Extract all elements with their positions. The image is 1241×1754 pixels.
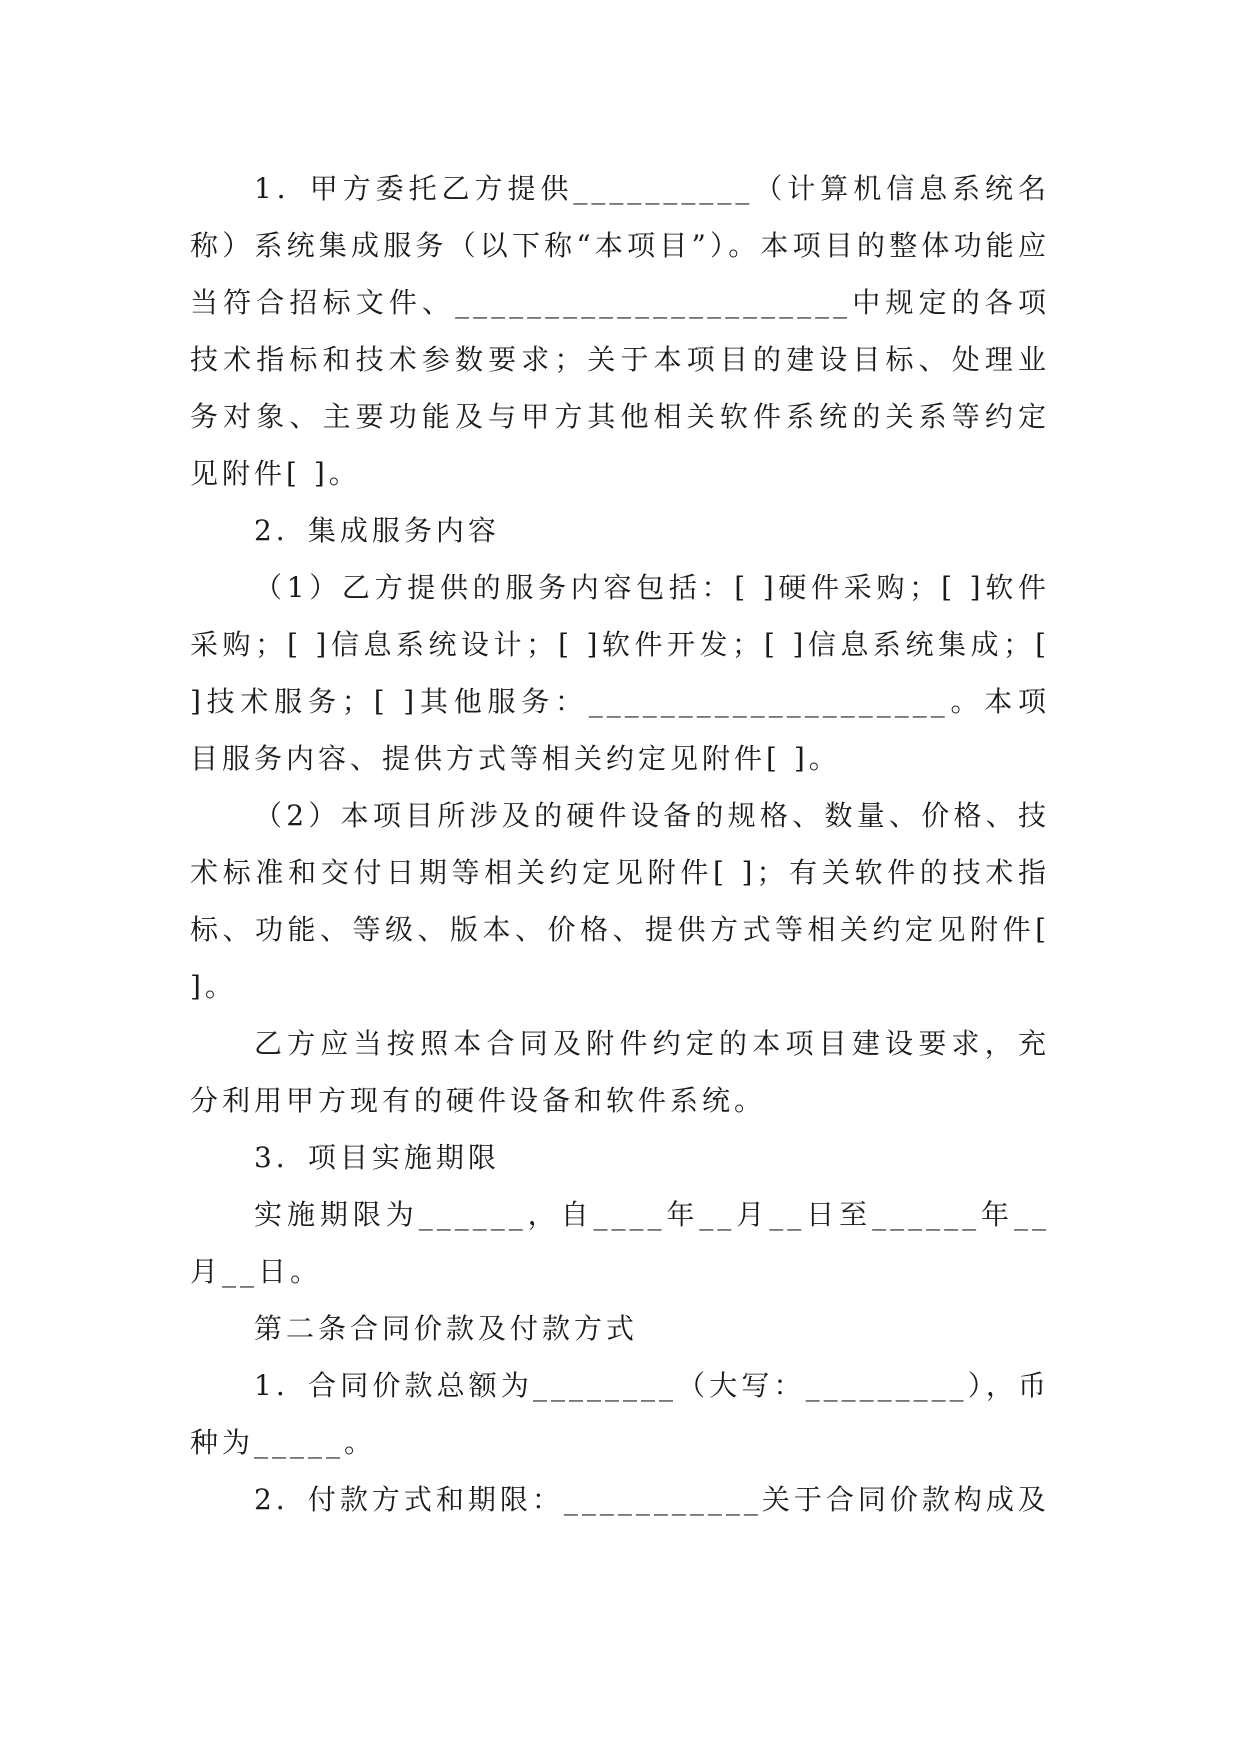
document-page	[190, 160, 1063, 1528]
clause-project-scope: 1．甲方委托乙方提供__________（计算机信息系统名称）系统集成服务（以下称“本项目”）。本项目的整体功能应当符合招标文件、______________________中规定的各项技术指标和技术参数要求；关于本项目的建设目标、处理业务对象、主要功能及与甲方其他相关软件系统的关系等约定见附件[ ]。	[190, 172, 1050, 490]
clause-hardware-software-specs: （2）本项目所涉及的硬件设备的规格、数量、价格、技术标准和交付日期等相关约定见附件[ ]；有关软件的技术指标、功能、等级、版本、价格、提供方式等相关约定见附件[ ]。	[190, 799, 1063, 1003]
heading-implementation-period: 3．项目实施期限	[254, 1141, 500, 1174]
clause-contract-price: 1．合同价款总额为________（大写：_________），币种为_____。	[190, 1369, 1050, 1459]
clause-service-items: （1）乙方提供的服务内容包括：[ ]硬件采购；[ ]软件采购；[ ]信息系统设计；[ ]软件开发；[ ]信息系统集成；[ ]技术服务；[ ]其他服务：____________________。本项目服务内容、提供方式等相关约定见附件[ ]。	[190, 571, 1063, 775]
clause-utilize-existing-systems: 乙方应当按照本合同及附件约定的本项目建设要求，充分利用甲方现有的硬件设备和软件系统。	[190, 1027, 1050, 1117]
clause-implementation-dates: 实施期限为______，自____年__月__日至______年__月__日。	[190, 1198, 1050, 1288]
heading-integration-service-content: 2．集成服务内容	[254, 514, 500, 547]
article-two-heading: 第二条合同价款及付款方式	[254, 1312, 639, 1345]
clause-payment-terms: 2．付款方式和期限：___________关于合同价款构成及	[254, 1483, 1050, 1516]
